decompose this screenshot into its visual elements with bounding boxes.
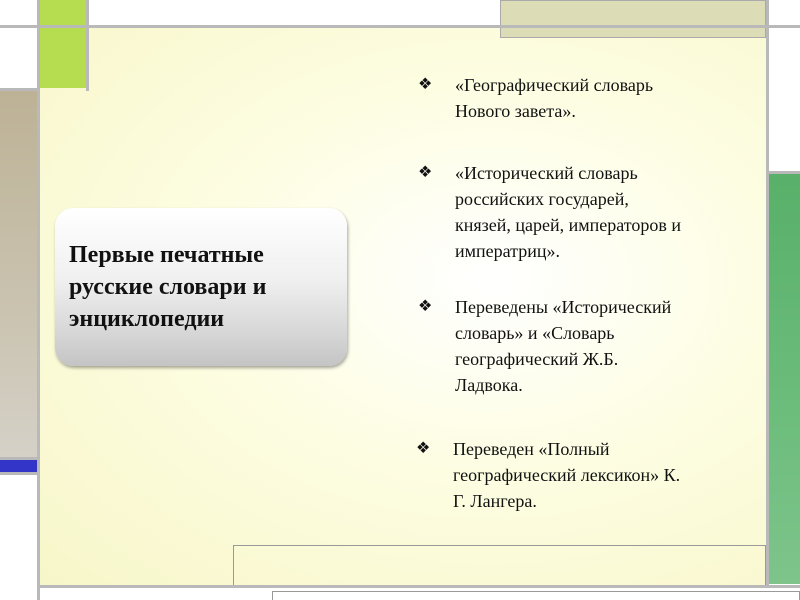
diamond-bullet-icon: ❖ [418, 298, 433, 315]
bullet-text: «Исторический словарь российских государей, князей, царей, императоров и императриц». [455, 163, 682, 261]
left-bottom-block [0, 475, 37, 600]
grid-line [86, 0, 89, 91]
bullet-text: «Географический словарь Нового завета». [455, 75, 654, 121]
top-left-white-block [0, 0, 37, 25]
grid-line [0, 88, 40, 91]
grid-line [766, 0, 769, 588]
diamond-bullet-icon: ❖ [418, 164, 433, 181]
left-white-block [0, 28, 37, 88]
top-olive-block [500, 0, 766, 38]
grid-line [37, 585, 800, 588]
top-white-panel [89, 0, 497, 25]
title-box [55, 208, 347, 366]
bottom-right-frame [272, 591, 800, 600]
left-tan-block [0, 91, 37, 457]
left-blue-bar [0, 460, 37, 472]
grid-line [0, 457, 40, 460]
grid-line [766, 171, 800, 174]
bullet-text: Переведен «Полный географический лексикон» К. Г. Лангера. [453, 439, 681, 511]
bullet-text: Переведены «Исторический словарь» и «Словарь географический Ж.Б. Ладвока. [455, 297, 672, 395]
slide-title: Первые печатные русские словари и энциклопедии [69, 242, 267, 332]
top-left-green-square [40, 0, 86, 25]
bottom-inner-frame [233, 545, 766, 585]
left-green-block [40, 28, 86, 88]
grid-line [0, 472, 40, 475]
diamond-bullet-icon: ❖ [418, 76, 433, 93]
grid-line [0, 25, 800, 28]
grid-line [37, 0, 40, 600]
right-green-block [769, 174, 800, 584]
diamond-bullet-icon: ❖ [416, 440, 431, 457]
